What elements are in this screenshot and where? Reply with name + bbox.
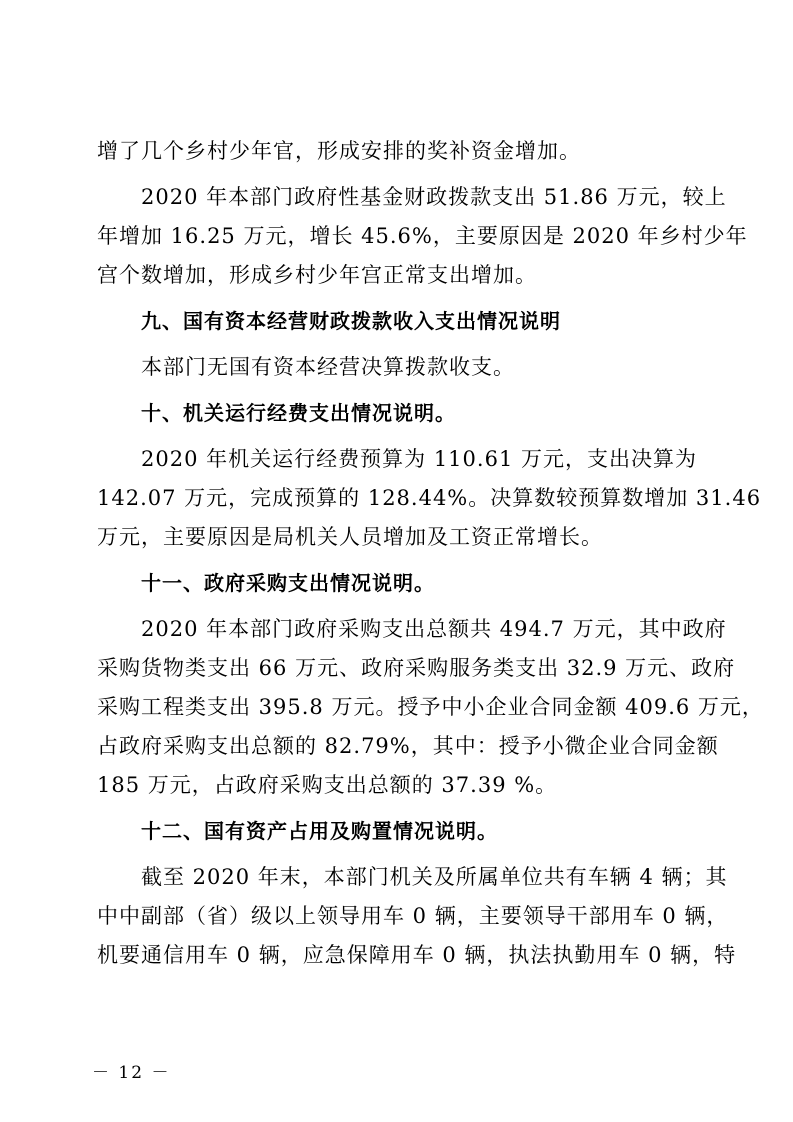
paragraph-line: 机要通信用车 0 辆，应急保障用车 0 辆，执法执勤用车 0 辆，特 [97,943,737,967]
paragraph-line: 截至 2020 年末，本部门机关及所属单位共有车辆 4 辆；其 [141,865,728,889]
paragraph-line: 宫个数增加，形成乡村少年宫正常支出增加。 [97,263,537,287]
paragraph-line: 2020 年本部门政府采购支出总额共 494.7 万元，其中政府 [141,617,727,641]
paragraph-line: 采购货物类支出 66 万元、政府采购服务类支出 32.9 万元、政府 [97,656,736,680]
paragraph-line: 年增加 16.25 万元，增长 45.6%，主要原因是 2020 年乡村少年 [97,224,748,248]
paragraph-line: 142.07 万元，完成预算的 128.44%。决算数较预算数增加 31.46 [97,486,762,510]
paragraph-line: 万元，主要原因是局机关人员增加及工资正常增长。 [97,525,603,549]
paragraph-line: 采购工程类支出 395.8 万元。授予中小企业合同金额 409.6 万元， [97,695,764,719]
paragraph-line: 增了几个乡村少年官，形成安排的奖补资金增加。 [97,139,581,163]
paragraph-line: 本部门无国有资本经营决算拨款收支。 [141,355,515,379]
paragraph-line: 中中副部（省）级以上领导用车 0 辆，主要领导干部用车 0 辆， [97,904,729,928]
page-number: － 12 － [92,1063,171,1083]
section-heading-12: 十二、国有资产占用及购置情况说明。 [141,819,498,843]
section-heading-11: 十一、政府采购支出情况说明。 [141,571,435,595]
paragraph-line: 185 万元，占政府采购支出总额的 37.39 %。 [97,773,558,797]
section-heading-9: 九、国有资本经营财政拨款收入支出情况说明 [141,309,561,333]
paragraph-line: 2020 年机关运行经费预算为 110.61 万元，支出决算为 [141,447,697,471]
paragraph-line: 2020 年本部门政府性基金财政拨款支出 51.86 万元，较上 [141,185,727,209]
paragraph-line: 占政府采购支出总额的 82.79%，其中：授予小微企业合同金额 [97,734,719,758]
section-heading-10: 十、机关运行经费支出情况说明。 [141,401,456,425]
document-body [97,132,764,975]
